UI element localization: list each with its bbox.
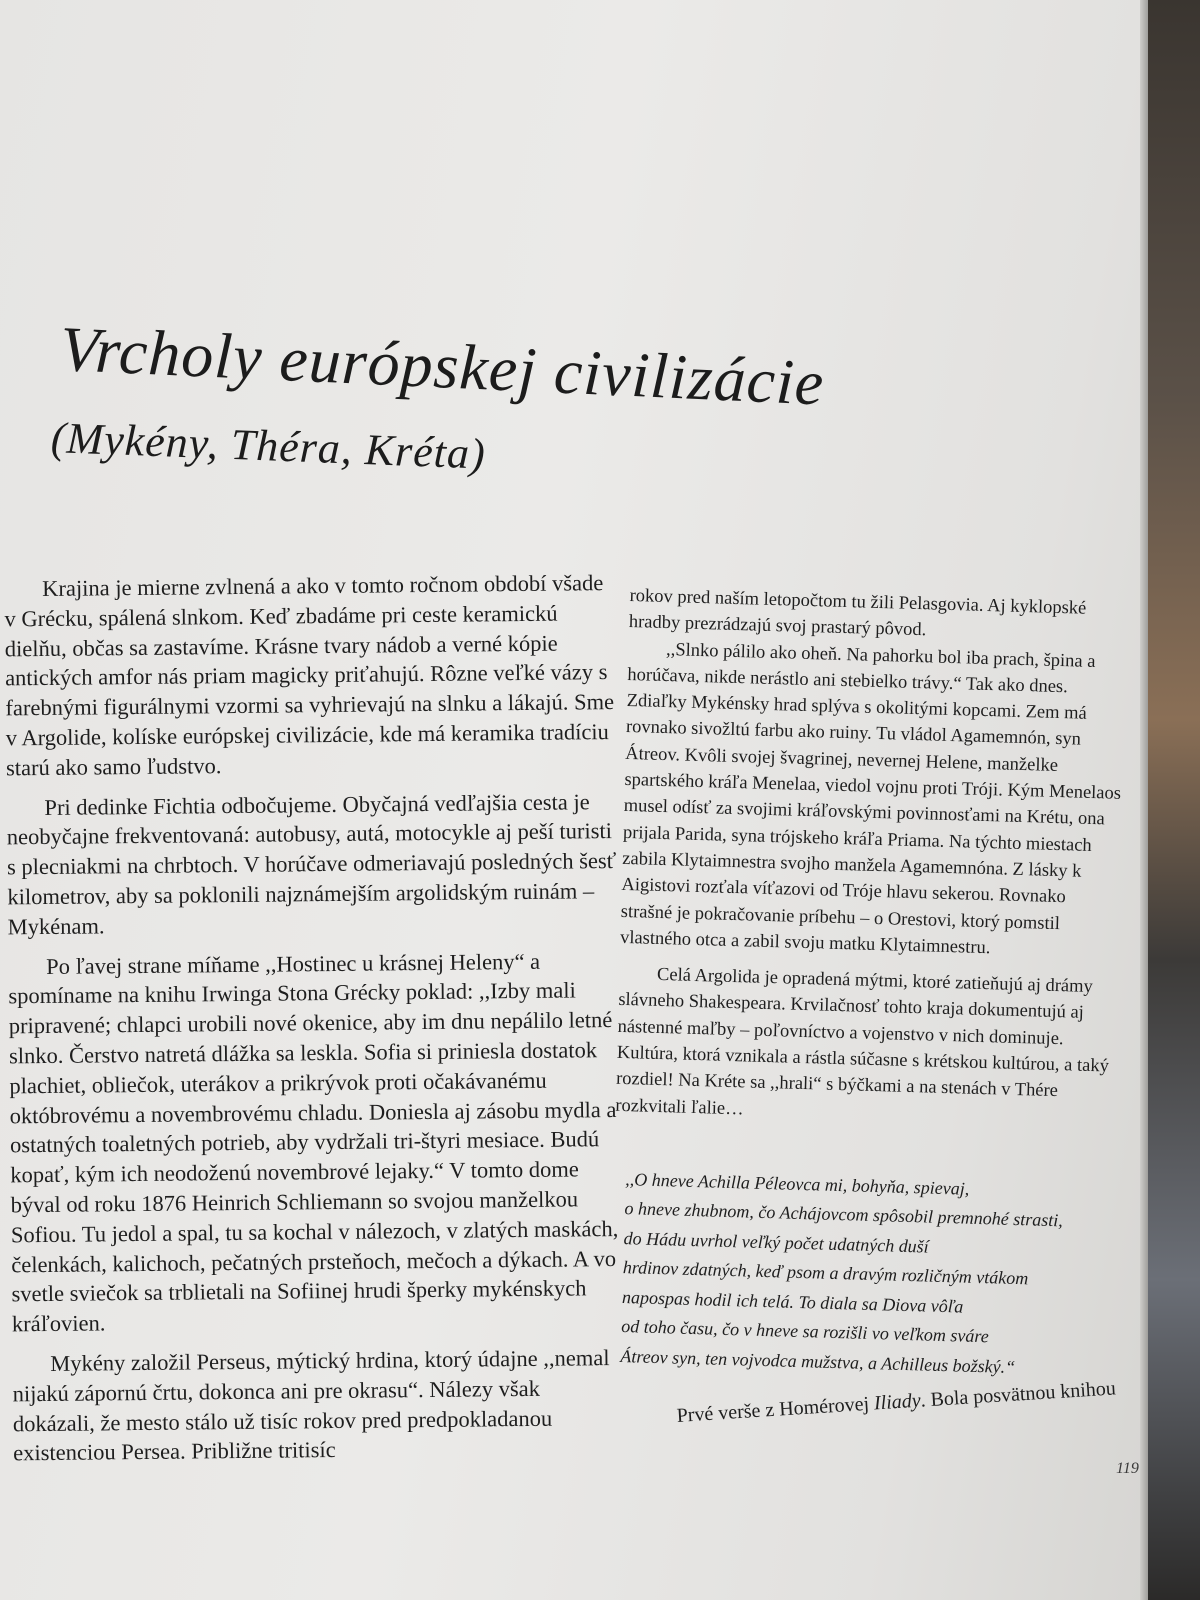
poem-line: od toho času, čo v hneve sa rozišli vo veľkom sváre [620,1316,989,1347]
chapter-title: Vrcholy európskej civilizácie [58,312,826,419]
poem-line: hrdinov zdatných, keď psom a dravým rozličným vtákom [622,1257,1029,1289]
poem-line: ,,O hneve Achilla Péleovca mi, bohyňa, spievaj, [625,1169,970,1199]
book-spine-background [1148,0,1200,1600]
poem-line: do Hádu uvrhol veľký počet udatných duší [623,1228,930,1257]
paragraph: rokov pred naším letopočtom tu žili Pelasgovia. Aj kyklopské hradby prezrádzajú svoj prastarý pôvod. [628,585,1087,641]
chapter-subtitle: (Mykény, Théra, Kréta) [50,412,487,479]
page-edge [1140,0,1148,1600]
caption-work-title: Iliady [873,1389,922,1415]
caption [676,1374,1148,1428]
poem-line: Átreov syn, ten vojvodca mužstva, a Achilleus božský.“ [620,1345,1016,1377]
left-column [4,568,625,1468]
paragraph: Mykény založil Perseus, mýtický hrdina, ktorý údajne ,,nemal nijakú zápornú črtu, dokonca ani pre okrasu“. Nálezy však dokázali, že mesto stálo už tisíc rokov pred predpokladanou existenciou Persea. Približne tritisíc [12,1345,610,1466]
poem-quote [608,1165,1112,1385]
page-number: 119 [1116,1460,1139,1477]
paragraph: ,,Slnko pálilo ako oheň. Na pahorku bol iba prach, špina a horúčava, nikde nerástlo ani stebielko trávy.“ Tak ako dnes. Zdiaľky Mykénsky hrad splýva s okolitými kopcami. Zem má rovnako sivožltú farbu ako ruiny. Tu vládol Agamemnón, syn Átreov. Kvôli svojej švagrinej, nevernej Helene, manželke spartského kráľa Menelaa, viedol vojnu proti Tróji. Kým Menelaos musel odísť za svojimi kráľovskými povinnosťami na Krétu, ona prijala Parida, syna trójskeho kráľa Priama. Na týchto miestach zabila Klytaimnestra svojho manžela Agamemnóna. Z lásky k Aigistovi rozťala víťazovi od Tróje hlavu sekerou. Rovnako strašné je pokračovanie príbehu – o Orestovi, ktorý pomstil vlastného otca a zabil svoju matku Klytaimnestru. [619,639,1122,959]
caption-suffix: . Bola posvätnou knihou [919,1377,1117,1412]
right-column [608,583,1128,1385]
poem-line: napospas hodil ich telá. To diala sa Diova vôľa [621,1286,964,1317]
paragraph: Pri dedinke Fichtia odbočujeme. Obyčajná vedľajšia cesta je neobyčajne frekventovaná: autobusy, autá, motocykle aj peší turisti s plecniakmi na chrbtoch. V horúčave odmeriavajú posledných šesť kilometrov, aby sa poklonili najznámejším argolidským ruinám – Mykénam. [6,788,617,940]
paragraph: Po ľavej strane míňame ,,Hostinec u krásnej Heleny“ a spomíname na knihu Irwinga Stona Grécky poklad: ,,Izby mali pripravené; chlapci urobili nové okenice, aby im dnu nepálilo letné slnko. Čerstvo natretá dlážka sa leskla. Sofia si priniesla dostatok plachiet, obliečok, uterákov a prikrývok proti očakávanému októbrovému a novembrovému chladu. Doniesla aj zásobu mydla a ostatných toaletných potrieb, aby vydržali tri-štyri mesiace. Budú kopať, kým ich neodoženú novembrové lejaky.“ V tomto dome býval od roku 1876 Heinrich Schliemann so svojou manželkou Sofiou. Tu jedol a spal, tu sa kochal v nálezoch, v zlatých maskách, čelenkách, kalichoch, pečatných prsteňoch, mečoch a dýkach. A vo svetle sviečok sa trblietali na Sofiinej hrudi šperky mykénskych kráľovien. [8,948,619,1337]
poem-line: o hneve zhubnom, čo Achájovcom spôsobil premnohé strasti, [624,1198,1064,1231]
paragraph: Krajina je mierne zvlnená a ako v tomto ročnom období všade v Grécku, spálená slnkom. Keď zbadáme pri ceste keramickú dielňu, občas sa zastavíme. Krásne tvary nádob a verné kópie antických amfor nás priam magicky priťahujú. Rôzne veľké vázy s farebnými figurálnymi vzormi sa vyhrievajú na slnku a lákajú. Sme v Argolide, kolíske európskej civilizácie, kde má keramika tradíciu starú ako samo ľudstvo. [4,570,615,781]
paragraph: Celá Argolida je opradená mýtmi, ktoré zatieňujú aj drámy slávneho Shakespeara. Krvilačnosť tohto kraja dokumentujú aj nástenné maľby – poľovníctvo a vojenstvo v nich dominuje. Kultúra, ktorá vznikala a rástla súčasne s krétskou kultúrou, a taký rozdiel! Na Kréte sa ,,hrali“ s býčkami a na stenách v Thére rozkvitali ľalie… [615,965,1110,1120]
caption-prefix: Prvé verše z Homérovej [676,1392,875,1427]
